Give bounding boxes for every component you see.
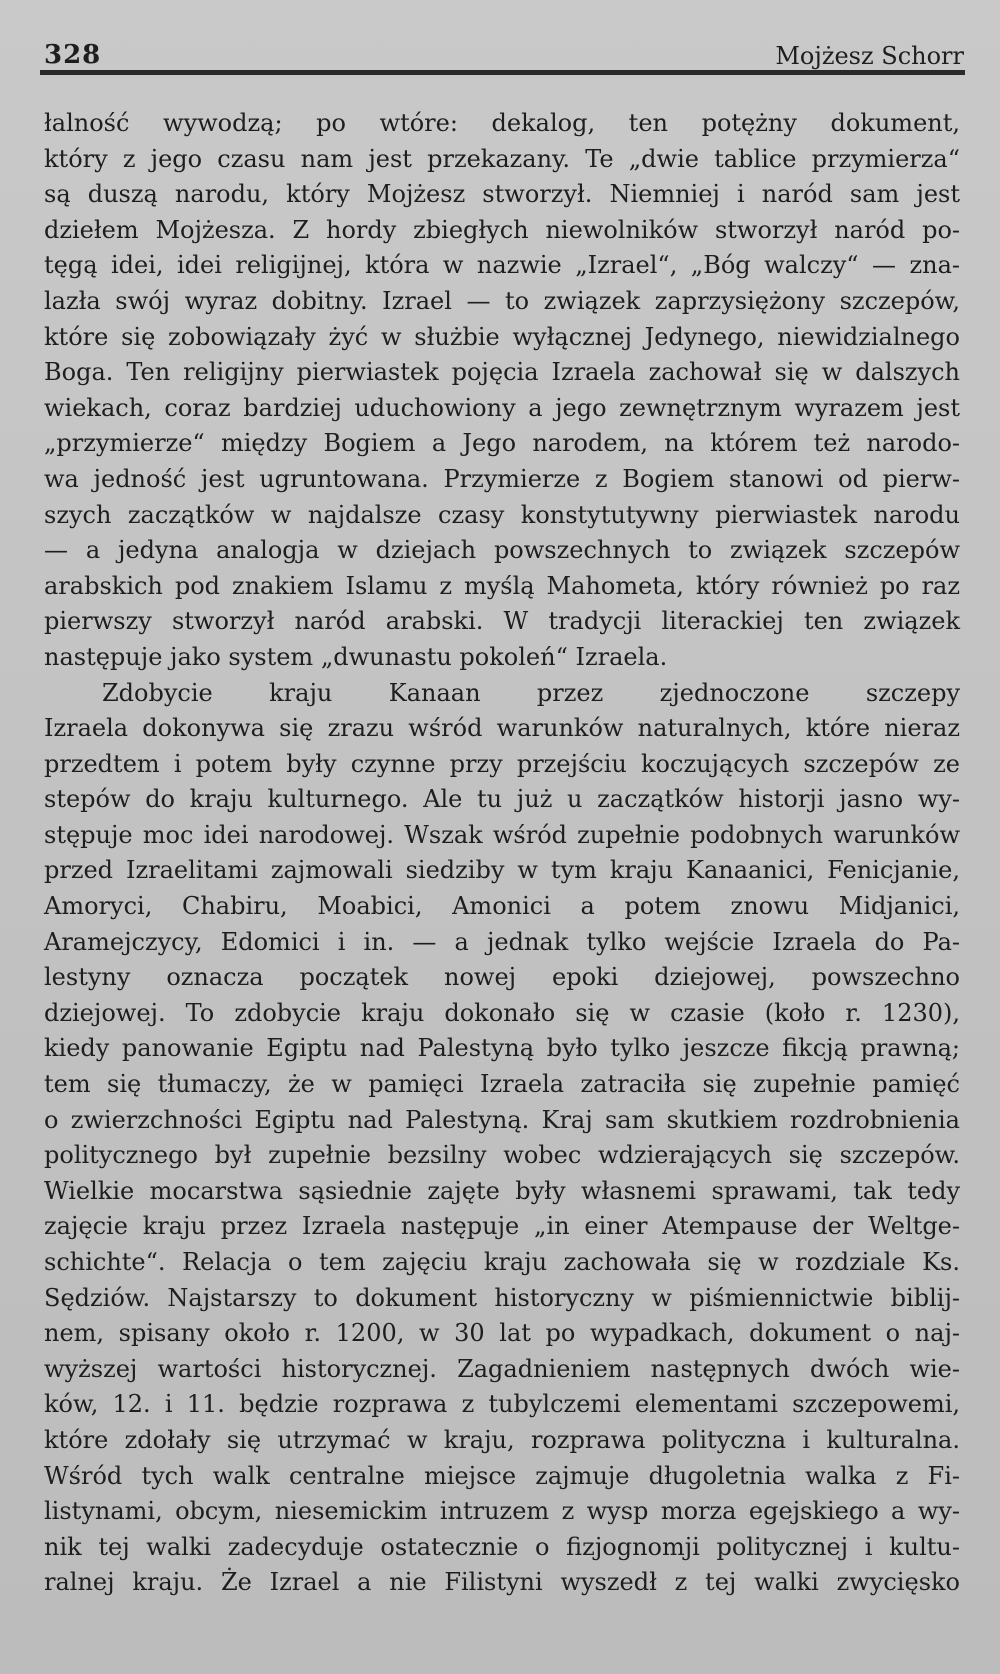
text-line: stępuje moc idei narodowej. Wszak wśród zupełnie podobnych warunków: [44, 820, 960, 849]
text-line: „przymierze“ między Bogiem a Jego narodem, na którem też narodo-: [44, 429, 960, 458]
text-line: Sędziów. Najstarszy to dokument historyczny w piśmiennictwie biblij-: [44, 1283, 960, 1312]
body-text: [44, 106, 960, 1601]
text-line: szych zaczątków w najdalsze czasy konstytutywny pierwiastek narodu: [44, 500, 960, 529]
text-line: stepów do kraju kulturnego. Ale tu już u zaczątków historji jasno wy-: [44, 785, 960, 814]
text-line: nem, spisany około r. 1200, w 30 lat po wypadkach, dokument o naj-: [44, 1319, 960, 1348]
text-line: wiekach, coraz bardziej uduchowiony a jego zewnętrznym wyrazem jest: [44, 393, 960, 422]
text-line: lazła swój wyraz dobitny. Izrael — to związek zaprzysiężony szczepów,: [44, 286, 960, 315]
text-line: kiedy panowanie Egiptu nad Palestyną było tylko jeszcze fikcją prawną;: [44, 1034, 960, 1063]
text-line: dziejowej. To zdobycie kraju dokonało się w czasie (koło r. 1230),: [44, 998, 960, 1027]
text-line: listynami, obcym, niesemickim intruzem z wysp morza egejskiego a wy-: [44, 1497, 960, 1526]
text-line: wyższej wartości historycznej. Zagadnieniem następnych dwóch wie-: [44, 1354, 960, 1383]
running-head: Mojżesz Schorr: [775, 42, 964, 70]
text-line: lestyny oznacza początek nowej epoki dziejowej, powszechno: [44, 963, 960, 992]
text-line: Zdobycie kraju Kanaan przez zjednoczone szczepy: [102, 678, 960, 707]
text-line: które zdołały się utrzymać w kraju, rozprawa polityczna i kulturalna.: [44, 1425, 960, 1454]
text-line: który z jego czasu nam jest przekazany. Te „dwie tablice przymierza“: [44, 144, 960, 173]
text-line: Wśród tych walk centralne miejsce zajmuje długoletnia walka z Fi-: [44, 1461, 960, 1490]
text-line: — a jedyna analogja w dziejach powszechnych to związek szczepów: [44, 536, 960, 565]
text-line: pierwszy stworzył naród arabski. W tradycji literackiej ten związek: [44, 607, 960, 636]
text-line: politycznego był zupełnie bezsilny wobec wdzierających się szczepów.: [44, 1141, 960, 1170]
text-line: schichte“. Relacja o tem zajęciu kraju zachowała się w rozdziale Ks.: [44, 1248, 960, 1276]
text-line: tem się tłumaczy, że w pamięci Izraela zatraciła się zupełnie pamięć: [44, 1070, 960, 1099]
page-header: [44, 40, 964, 74]
text-line: ralnej kraju. Że Izrael a nie Filistyni wyszedł z tej walki zwycięsko: [44, 1568, 960, 1597]
text-line: Aramejczycy, Edomici i in. — a jednak tylko wejście Izraela do Pa-: [44, 927, 960, 956]
text-line: Boga. Ten religijny pierwiastek pojęcia Izraela zachował się w dalszych: [44, 358, 960, 387]
text-line: które się zobowiązały żyć w służbie wyłącznej Jedynego, niewidzialnego: [44, 322, 960, 351]
text-line: ków, 12. i 11. będzie rozprawa z tubylczemi elementami szczepowemi,: [44, 1390, 960, 1419]
text-line: przedtem i potem były czynne przy przejściu koczujących szczepów ze: [44, 749, 960, 778]
page-number: 328: [44, 40, 102, 70]
text-line: o zwierzchności Egiptu nad Palestyną. Kraj sam skutkiem rozdrobnienia: [44, 1105, 960, 1134]
text-line: następuje jako system „dwunastu pokoleń“ Izraela.: [44, 642, 668, 671]
text-line: dziełem Mojżesza. Z hordy zbiegłych niewolników stworzył naród po-: [44, 215, 960, 244]
text-line: arabskich pod znakiem Islamu z myślą Mahometa, który również po raz: [44, 571, 960, 600]
text-line: Wielkie mocarstwa sąsiednie zajęte były własnemi sprawami, tak tedy: [44, 1176, 960, 1205]
text-line: Amoryci, Chabiru, Moabici, Amonici a potem znowu Midjanici,: [44, 892, 960, 921]
text-line: zajęcie kraju przez Izraela następuje „in einer Atempause der Weltge-: [44, 1212, 960, 1241]
text-line: Izraela dokonywa się zrazu wśród warunków naturalnych, które nieraz: [44, 714, 960, 743]
text-line: tęgą idei, idei religijnej, która w nazwie „Izrael“, „Bóg walczy“ — zna-: [44, 251, 960, 280]
text-line: są duszą narodu, który Mojżesz stworzył. Niemniej i naród sam jest: [44, 180, 960, 209]
text-line: łalność wywodzą; po wtóre: dekalog, ten potężny dokument,: [44, 109, 960, 137]
header-rule: [40, 70, 965, 75]
text-line: przed Izraelitami zajmowali siedziby w tym kraju Kanaanici, Fenicjanie,: [44, 856, 960, 885]
text-line: nik tej walki zadecyduje ostatecznie o fizjognomji politycznej i kultu-: [44, 1532, 960, 1561]
text-line: wa jedność jest ugruntowana. Przymierze z Bogiem stanowi od pierw-: [44, 464, 960, 493]
